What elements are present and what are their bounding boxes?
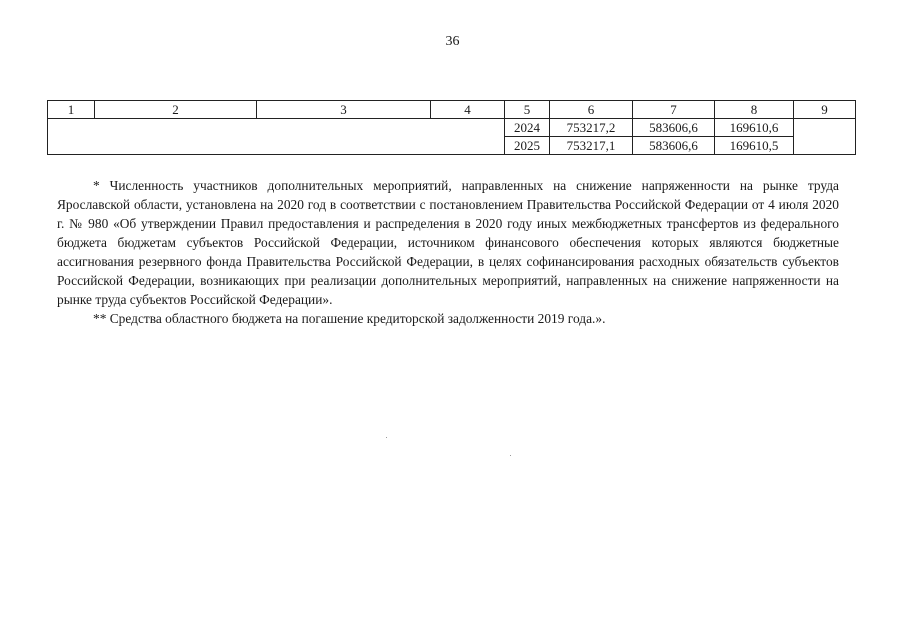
- footnote-1: * Численность участников дополнительных мероприятий, направленных на снижение напряженности на рынке труда Ярославской области, установлена на 2020 год в соответствии с постановлением Правительства Российской Федерации от 4 июля 2020 г. № 980 «Об утверждении Правил предоставления и распределения в 2020 году иных межбюджетных трансфертов из федерального бюджета бюджетам субъектов Российской Федерации, источником финансового обеспечения которых являются бюджетные ассигнования резервного фонда Правительства Российской Федерации, в целях софинансирования расходных обязательств субъектов Российской Федерации, возникающих при реализации дополнительных мероприятий, направленных на снижение напряженности на рынке труда субъектов Российской Федерации».: [57, 178, 839, 307]
- year-cell: 2024: [505, 119, 550, 137]
- table-header-row: [48, 101, 856, 119]
- column-number-2: 2: [95, 101, 257, 119]
- value-cell-regional: 169610,6: [715, 119, 794, 137]
- column-number-7: 7: [633, 101, 715, 119]
- value-cell-regional: 169610,5: [715, 137, 794, 155]
- column-number-3: 3: [257, 101, 431, 119]
- year-cell: 2025: [505, 137, 550, 155]
- column-number-9: 9: [794, 101, 856, 119]
- column-number-6: 6: [550, 101, 633, 119]
- column-number-1: 1: [48, 101, 95, 119]
- footnote-2: ** Средства областного бюджета на погашение кредиторской задолженности 2019 года.».: [93, 311, 606, 326]
- merged-empty-cell: [48, 119, 505, 155]
- column-number-5: 5: [505, 101, 550, 119]
- footnotes: [57, 176, 839, 328]
- column-number-4: 4: [431, 101, 505, 119]
- value-cell-federal: 583606,6: [633, 137, 715, 155]
- page-number: 36: [445, 34, 460, 49]
- column-number-8: 8: [715, 101, 794, 119]
- value-cell-total: 753217,2: [550, 119, 633, 137]
- table-row: [48, 119, 856, 137]
- value-cell-federal: 583606,6: [633, 119, 715, 137]
- scan-speck: [510, 455, 511, 456]
- budget-table: [47, 100, 856, 155]
- value-cell-total: 753217,1: [550, 137, 633, 155]
- scan-speck: [386, 437, 387, 438]
- empty-cell-col9: [794, 119, 856, 155]
